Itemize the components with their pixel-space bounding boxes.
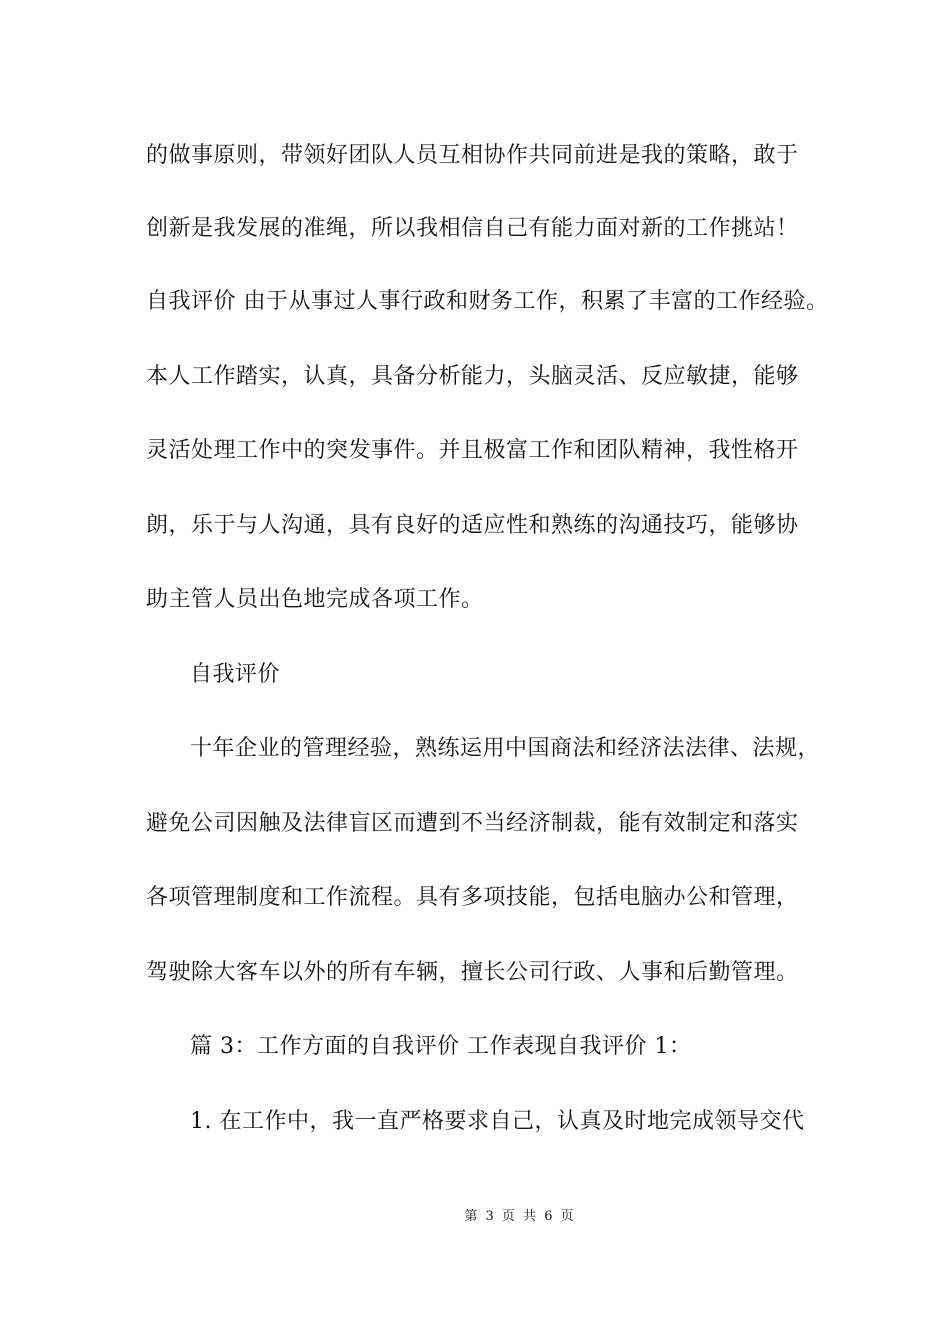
paragraph-line-10: 避免公司因触及法律盲区而遭到不当经济制裁，能有效制定和落实 [146,811,799,836]
section-heading-self-evaluation: 自我评价 [190,662,281,687]
paragraph-line-1: 的做事原则，带领好团队人员互相协作共同前进是我的策略，敢于 [146,143,799,168]
paragraph-line-12: 驾驶除大客车以外的所有车辆，擅长公司行政、人事和后勤管理。 [146,960,799,985]
paragraph-line-6: 朗，乐于与人沟通，具有良好的适应性和熟练的沟通技巧，能够协 [146,513,799,538]
list-item-1: 1. 在工作中，我一直严格要求自己，认真及时地完成领导交代 [190,1109,805,1134]
paragraph-line-7: 助主管人员出色地完成各项工作。 [146,587,484,612]
page-number-footer: 第 3 页 共 6 页 [464,1209,576,1224]
section-heading-chapter-3: 篇 3：工作方面的自我评价 工作表现自我评价 1： [190,1034,692,1059]
paragraph-line-4: 本人工作踏实，认真，具备分析能力，头脑灵活、反应敏捷，能够 [146,364,799,389]
paragraph-line-5: 灵活处理工作中的突发事件。并且极富工作和团队精神，我性格开 [146,438,799,463]
paragraph-line-3: 自我评价 由于从事过人事行政和财务工作，积累了丰富的工作经验。 [146,289,829,314]
paragraph-line-11: 各项管理制度和工作流程。具有多项技能，包括电脑办公和管理， [146,885,799,910]
paragraph-line-2: 创新是我发展的准绳，所以我相信自己有能力面对新的工作挑站！ [146,216,799,241]
paragraph-line-9: 十年企业的管理经验，熟练运用中国商法和经济法法律、法规， [190,736,821,761]
